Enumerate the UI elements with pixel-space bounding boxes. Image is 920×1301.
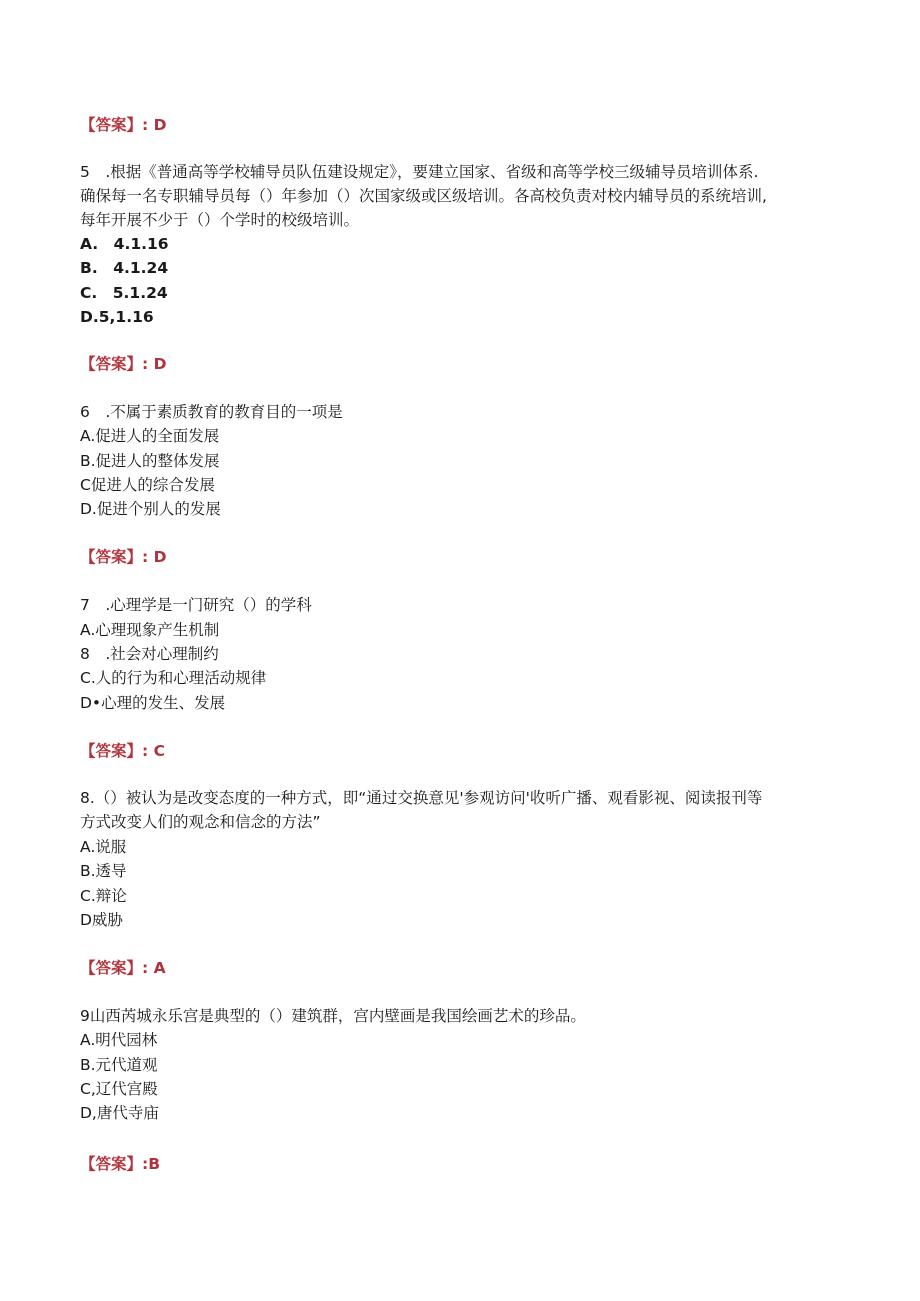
question-6-option-d: D.促进个别人的发展 (80, 500, 221, 518)
question-5-option-c: C. 5.1.24 (80, 284, 168, 302)
question-5-option-a: A. 4.1.16 (80, 235, 169, 253)
question-9-stem: 9山西芮城永乐宫是典型的（）建筑群，宫内壁画是我国绘画艺术的珍品。 (80, 1007, 586, 1025)
question-7-option-c: C.人的行为和心理活动规律 (80, 669, 267, 687)
answer-label: 【答案】: D (80, 116, 167, 134)
question-7-stem: 7 .心理学是一门研究（）的学科 (80, 596, 312, 614)
question-8-option-a: A.说服 (80, 838, 127, 856)
question-5-option-b: B. 4.1.24 (80, 259, 169, 277)
answer-label: 【答案】: C (80, 742, 165, 760)
question-9-option-d: D,唐代寺庙 (80, 1104, 159, 1122)
question-5-stem-line-1: 5 .根据《普通高等学校辅导员队伍建设规定》，要建立国家、省级和高等学校三级辅导员培训体系. (80, 163, 759, 181)
question-9-option-c: C,辽代宫殿 (80, 1080, 158, 1098)
question-8-option-b: B.透导 (80, 862, 127, 880)
question-5-option-d: D.5,1.16 (80, 308, 154, 326)
question-5-stem-line-3: 每年开展不少于（）个学时的校级培训。 (80, 211, 360, 229)
question-8-stem-line-2: 方式改变人们的观念和信念的方法” (80, 813, 321, 831)
question-6-option-b: B.促进人的整体发展 (80, 452, 220, 470)
question-8-option-c: C.辩论 (80, 887, 127, 905)
question-8-option-d: D威胁 (80, 911, 123, 929)
question-5-stem-line-2: 确保每一名专职辅导员每（）年参加（）次国家级或区级培训。各高校负责对校内辅导员的系统培训, (80, 187, 767, 205)
question-7-option-d: D•心理的发生、发展 (80, 694, 226, 712)
question-9-option-a: A.明代园林 (80, 1031, 158, 1049)
question-7-option-a: A.心理现象产生机制 (80, 621, 220, 639)
question-9-option-b: B.元代道观 (80, 1056, 158, 1074)
question-8-stem-line-1: 8.（）被认为是改变态度的一种方式，即“通过交换意见'参观访问'收听广播、观看影视、阅读报刊等 (80, 789, 763, 807)
answer-label: 【答案】:B (80, 1155, 161, 1173)
question-6-option-a: A.促进人的全面发展 (80, 427, 220, 445)
answer-label: 【答案】: A (80, 959, 166, 977)
question-6-stem: 6 .不属于素质教育的教育目的一项是 (80, 403, 343, 421)
answer-label: 【答案】: D (80, 355, 167, 373)
question-6-option-c: C促进人的综合发展 (80, 476, 215, 494)
answer-label: 【答案】: D (80, 548, 167, 566)
question-7-option-b: 8 .社会对心理制约 (80, 645, 219, 663)
